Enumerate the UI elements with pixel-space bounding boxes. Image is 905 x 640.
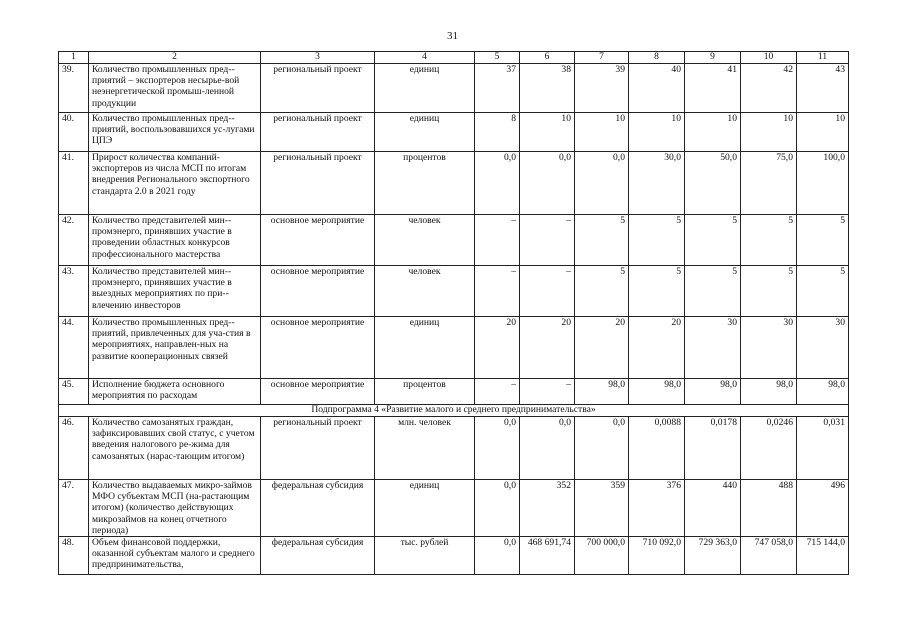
column-number-11: 11 [797,52,849,64]
indicator-source: федеральная субсидия [261,537,375,575]
indicator-unit: процентов [375,379,475,405]
indicator-value: 0,0 [520,152,575,215]
indicator-value: 43 [797,64,849,113]
indicator-value: 30 [685,317,741,379]
indicator-value: 0,0 [575,417,629,480]
indicator-value: 5 [741,266,797,317]
column-number-6: 6 [520,52,575,64]
indicator-value: 5 [629,215,685,266]
indicator-value: 98,0 [575,379,629,405]
indicator-value: 10 [629,113,685,152]
indicator-source: региональный проект [261,152,375,215]
indicator-unit: единиц [375,64,475,113]
indicator-value: 5 [797,215,849,266]
indicator-value: 0,0246 [741,417,797,480]
indicator-unit: единиц [375,480,475,537]
indicator-name: Количество выдаваемых микро-займов МФО субъектам МСП (на-растающим итогом) (количество действующих микрозаймов на конец отчетного периода) [89,480,261,537]
column-number-7: 7 [575,52,629,64]
indicator-value: 352 [520,480,575,537]
indicator-name: Прирост количества компаний-экспортеров из числа МСП по итогам внедрения Регионального экспортного стандарта 2.0 в 2021 году [89,152,261,215]
subprogram-row [59,405,849,417]
table-row [59,215,849,266]
indicator-name: Количество представителей мин-промэнерго, принявших участие в выездных мероприятиях по при-влечению инвесторов [89,266,261,317]
indicator-value: 39 [575,64,629,113]
column-number-3: 3 [261,52,375,64]
table-row [59,480,849,537]
table-row [59,64,849,113]
indicator-value: 0,031 [797,417,849,480]
indicator-value: 376 [629,480,685,537]
indicator-value: 5 [629,266,685,317]
row-number: 41. [59,152,89,215]
indicator-value: 5 [741,215,797,266]
indicator-name: Объем финансовой поддержки, оказанной субъектам малого и среднего предпринимательства, [89,537,261,575]
indicator-source: основное мероприятие [261,215,375,266]
indicator-value: – [475,379,520,405]
indicator-value: 50,0 [685,152,741,215]
page-number: 31 [447,30,458,42]
indicator-value: 359 [575,480,629,537]
indicator-value: 440 [685,480,741,537]
indicator-value: 0,0 [475,152,520,215]
indicator-value: 98,0 [797,379,849,405]
indicator-value: 98,0 [629,379,685,405]
table-row [59,417,849,480]
indicator-value: 37 [475,64,520,113]
indicator-value: 98,0 [685,379,741,405]
row-number: 46. [59,417,89,480]
indicator-value: 5 [575,215,629,266]
indicator-name: Исполнение бюджета основного мероприятия по расходам [89,379,261,405]
indicator-value: 20 [520,317,575,379]
indicator-unit: млн. человек [375,417,475,480]
indicator-value: 5 [685,266,741,317]
indicator-value: – [475,215,520,266]
indicator-value: 38 [520,64,575,113]
indicator-value: 488 [741,480,797,537]
indicator-value: 10 [520,113,575,152]
indicators-table [58,51,849,575]
column-number-4: 4 [375,52,475,64]
indicator-value: 0,0 [575,152,629,215]
indicator-unit: человек [375,266,475,317]
table-row [59,317,849,379]
column-number-8: 8 [629,52,685,64]
indicator-value: – [520,215,575,266]
indicator-source: региональный проект [261,113,375,152]
indicator-value: 30,0 [629,152,685,215]
row-number: 44. [59,317,89,379]
indicator-value: 98,0 [741,379,797,405]
indicator-source: федеральная субсидия [261,480,375,537]
row-number: 47. [59,480,89,537]
indicator-value: 20 [629,317,685,379]
table-row [59,113,849,152]
indicator-source: основное мероприятие [261,317,375,379]
row-number: 42. [59,215,89,266]
column-number-1: 1 [59,52,89,64]
indicator-value: 100,0 [797,152,849,215]
row-number: 40. [59,113,89,152]
indicator-unit: единиц [375,317,475,379]
indicator-value: – [475,266,520,317]
indicator-name: Количество промышленных пред-приятий, привлеченных для уча-стия в мероприятиях, направлен-ных на развитие кооперационных связей [89,317,261,379]
indicator-value: – [520,379,575,405]
indicator-unit: человек [375,215,475,266]
indicator-unit: тыс. рублей [375,537,475,575]
indicator-name: Количество представителей мин-промэнерго, принявших участие в проведении областных конкурсов профессионального мастерства [89,215,261,266]
row-number: 43. [59,266,89,317]
indicator-value: 40 [629,64,685,113]
table-row [59,266,849,317]
indicator-value: 30 [797,317,849,379]
indicator-value: 0,0 [520,417,575,480]
row-number: 45. [59,379,89,405]
indicator-source: региональный проект [261,64,375,113]
table-row [59,537,849,575]
indicator-value: 5 [797,266,849,317]
indicator-value: – [520,266,575,317]
indicator-source: основное мероприятие [261,266,375,317]
row-number: 48. [59,537,89,575]
table-row [59,152,849,215]
indicator-value: 10 [575,113,629,152]
indicator-value: 10 [741,113,797,152]
indicator-value: 20 [575,317,629,379]
indicator-value: 0,0178 [685,417,741,480]
indicator-value: 715 144,0 [797,537,849,575]
indicator-value: 42 [741,64,797,113]
column-number-5: 5 [475,52,520,64]
indicator-value: 700 000,0 [575,537,629,575]
indicator-value: 468 691,74 [520,537,575,575]
row-number: 39. [59,64,89,113]
indicator-source: основное мероприятие [261,379,375,405]
column-numbers-row [59,52,849,64]
indicator-value: 10 [685,113,741,152]
indicator-value: 0,0 [475,480,520,537]
column-number-2: 2 [89,52,261,64]
table-row [59,379,849,405]
column-number-10: 10 [741,52,797,64]
indicator-value: 729 363,0 [685,537,741,575]
indicator-value: 496 [797,480,849,537]
indicator-value: 0,0 [475,417,520,480]
column-number-9: 9 [685,52,741,64]
indicator-value: 41 [685,64,741,113]
indicator-unit: процентов [375,152,475,215]
indicator-value: 8 [475,113,520,152]
indicator-unit: единиц [375,113,475,152]
indicator-value: 0,0 [475,537,520,575]
indicator-name: Количество промышленных пред-приятий – экспортеров несырье-вой неэнергетической промыш-ленной продукции [89,64,261,113]
indicator-value: 10 [797,113,849,152]
indicator-value: 747 058,0 [741,537,797,575]
subprogram-title: Подпрограмма 4 «Развитие малого и среднего предпринимательства» [59,405,849,417]
indicator-value: 0,0088 [629,417,685,480]
indicator-value: 710 092,0 [629,537,685,575]
indicator-value: 30 [741,317,797,379]
indicator-value: 5 [685,215,741,266]
indicator-name: Количество промышленных пред-приятий, воспользовавшихся ус-лугами ЦПЭ [89,113,261,152]
indicator-value: 20 [475,317,520,379]
indicator-value: 75,0 [741,152,797,215]
indicator-value: 5 [575,266,629,317]
indicator-name: Количество самозанятых граждан, зафиксировавших свой статус, с учетом введения налогового ре-жима для самозанятых (нарас-тающим итогом) [89,417,261,480]
indicator-source: региональный проект [261,417,375,480]
